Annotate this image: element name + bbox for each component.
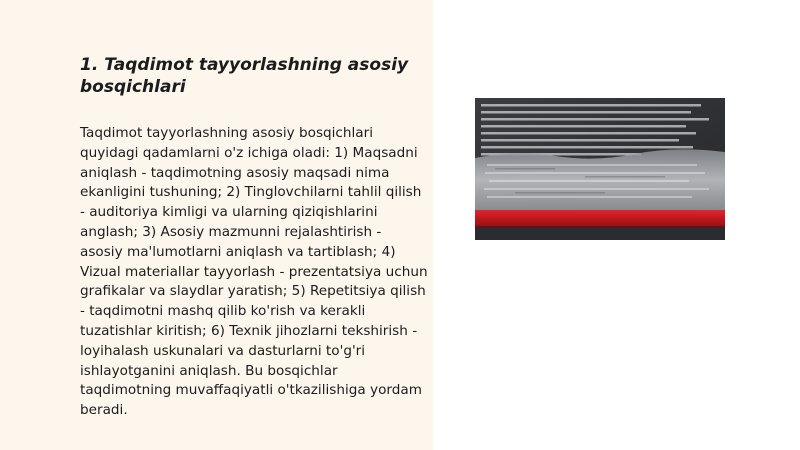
slide-title: 1. Taqdimot tayyorlashning asosiy bosqichlari [80, 55, 409, 97]
slide-body: Taqdimot tayyorlashning asosiy bosqichlari quyidagi qadamlarni o'z ichiga oladi: 1) Maqsadni aniqlash - taqdimotning asosiy maqsadi nima ekanligini tushuning; 2) Tinglovchilarni tahlil qilish - auditoriya kimligi va ularning qiziqishlarini anglash; 3) Asosiy mazmunni rejalashtirish - asosiy ma'lumotlarni aniqlash va tartiblash; 4) Vizual materiallar tayyorlash - prezentatsiya uchun grafikalar va slaydlar yaratish; 5) Repetitsiya qilish - taqdimotni mashq qilib ko'rish va kerakli tuzatishlar kiritish; 6) Texnik jihozlarni tekshirish - loyihalash uskunalari va dasturlarni to'g'ri ishlayotganini aniqlash. Bu bosqichlar taqdimotning muvaffaqiyatli o'tkazilishiga yordam beradi. [80, 125, 428, 419]
presentation-photo [475, 98, 725, 240]
presentation-photo-graphic [475, 98, 725, 240]
